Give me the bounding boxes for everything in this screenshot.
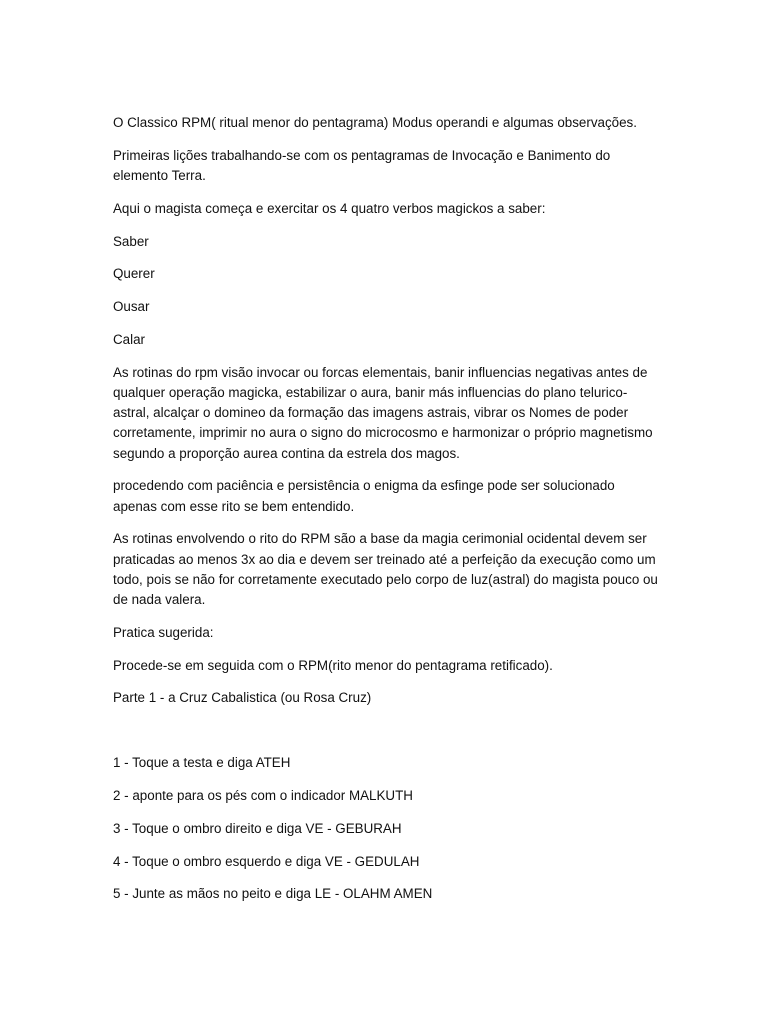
rotinas-paragraph: As rotinas do rpm visão invocar ou forcas elementais, banir influencias negativas antes de qualquer operação magicka, estabilizar o aura, banir más influencias do plano telurico-astral, alcalçar o domineo da formação das imagens astrais, vibrar os Nomes de poder corretamente, imprimir no aura o signo do microcosmo e harmonizar o próprio magnetismo segundo a proporção aurea contina da estrela dos magos. (113, 364, 653, 461)
step-item: 2 - aponte para os pés com o indicador MALKUTH (113, 787, 413, 803)
base-paragraph: As rotinas envolvendo o rito do RPM são a base da magia cerimonial ocidental devem ser praticadas ao menos 3x ao dia e devem ser treinado até a perfeição da execução como um todo, pois se não for corretamente executado pelo corpo de luz(astral) do magista pouco ou de nada valera. (113, 531, 658, 607)
verb-calar: Calar (113, 331, 145, 347)
verb-ousar: Ousar (113, 299, 150, 315)
blank-line (113, 721, 658, 753)
document-body (113, 113, 658, 917)
step-item: 1 - Toque a testa e diga ATEH (113, 755, 291, 771)
step-item: 5 - Junte as mãos no peito e diga LE - OLAHM AMEN (113, 886, 433, 902)
verb-saber: Saber (113, 233, 149, 249)
document-title: O Classico RPM( ritual menor do pentagrama) Modus operandi e algumas observações. (113, 115, 637, 130)
intro-paragraph: Primeiras lições trabalhando-se com os pentagramas de Invocação e Banimento do elemento Terra. (113, 147, 611, 183)
pratica-label: Pratica sugerida: (113, 624, 214, 640)
paciencia-paragraph: procedendo com paciência e persistência o enigma da esfinge pode ser solucionado apenas com esse rito se bem entendido. (113, 478, 615, 514)
procede-paragraph: Procede-se em seguida com o RPM(rito menor do pentagrama retificado). (113, 657, 553, 673)
step-item: 4 - Toque o ombro esquerdo e diga VE - GEDULAH (113, 853, 420, 869)
verbs-intro: Aqui o magista começa e exercitar os 4 quatro verbos magickos a saber: (113, 200, 546, 216)
verb-querer: Querer (113, 266, 155, 282)
parte1-heading: Parte 1 - a Cruz Cabalistica (ou Rosa Cruz) (113, 690, 372, 706)
step-item: 3 - Toque o ombro direito e diga VE - GEBURAH (113, 820, 402, 836)
